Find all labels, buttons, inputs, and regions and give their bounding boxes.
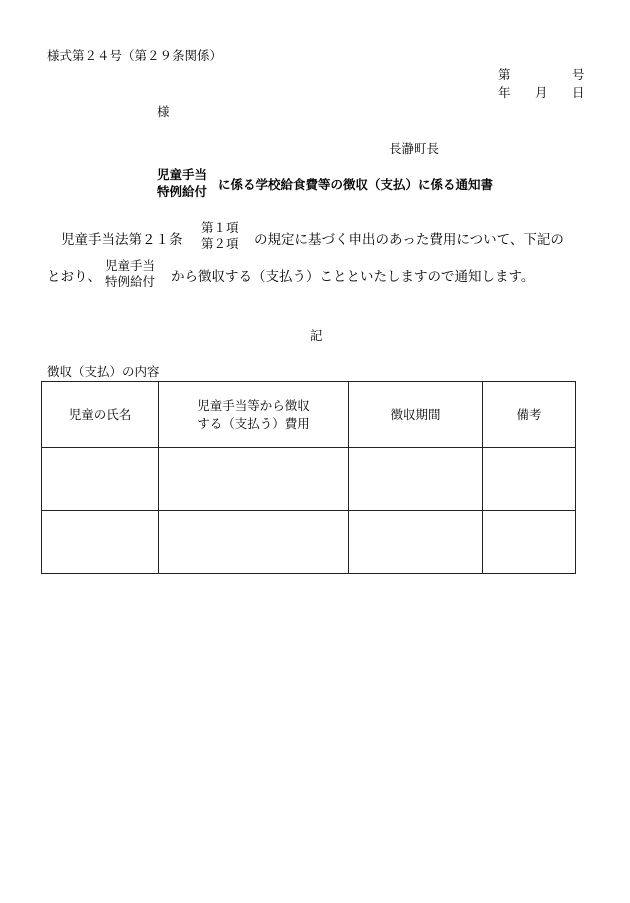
document-title: に係る学校給食費等の徴収（支払）に係る通知書	[218, 177, 494, 192]
date-month: 月	[535, 85, 548, 100]
issuer: 長瀞町長	[389, 141, 440, 156]
date-day: 日	[572, 85, 585, 100]
header-child-name: 児童の氏名	[42, 382, 159, 448]
cell-child-name[interactable]	[42, 511, 159, 574]
header-expense	[159, 382, 349, 448]
header-expense-line1: 児童手当等から徴収	[197, 397, 310, 413]
doc-number-prefix: 第	[498, 67, 511, 82]
header-expense-line2: する（支払う）費用	[197, 415, 310, 431]
paragraph-option-1: 第１項	[201, 220, 239, 235]
header-period: 徴収期間	[349, 382, 483, 448]
table-caption: 徴収（支払）の内容	[47, 364, 160, 379]
date-year: 年	[498, 85, 511, 100]
cell-child-name[interactable]	[42, 448, 159, 511]
collection-content-table	[41, 381, 576, 574]
benefit-option-2: 特例給付	[105, 274, 156, 289]
paragraph-option-2: 第２項	[201, 236, 239, 251]
cell-remarks[interactable]	[483, 511, 576, 574]
title-option-2: 特例給付	[157, 184, 208, 199]
doc-number-suffix: 号	[572, 67, 585, 82]
body-line2-start: とおり、	[47, 269, 101, 285]
table-header-row	[42, 382, 576, 448]
header-remarks: 備考	[483, 382, 576, 448]
body-line1-end: の規定に基づく申出のあった費用について、下記の	[254, 232, 564, 248]
benefit-option-1: 児童手当	[105, 258, 156, 273]
form-number: 様式第２４号（第２９条関係）	[47, 48, 223, 63]
cell-period[interactable]	[349, 448, 483, 511]
title-options	[157, 166, 207, 200]
title-option-1: 児童手当	[157, 167, 208, 182]
cell-expense[interactable]	[159, 448, 349, 511]
table-row	[42, 511, 576, 574]
cell-expense[interactable]	[159, 511, 349, 574]
ki-heading: 記	[310, 328, 323, 343]
table-row	[42, 448, 576, 511]
cell-period[interactable]	[349, 511, 483, 574]
paragraph-options	[201, 220, 239, 252]
recipient-suffix: 様	[157, 104, 170, 119]
body-line1-start: 児童手当法第２１条	[61, 232, 183, 248]
benefit-options	[105, 258, 155, 290]
cell-remarks[interactable]	[483, 448, 576, 511]
body-line2-end: から徴収する（支払う）ことといたしますので通知します。	[171, 269, 535, 285]
